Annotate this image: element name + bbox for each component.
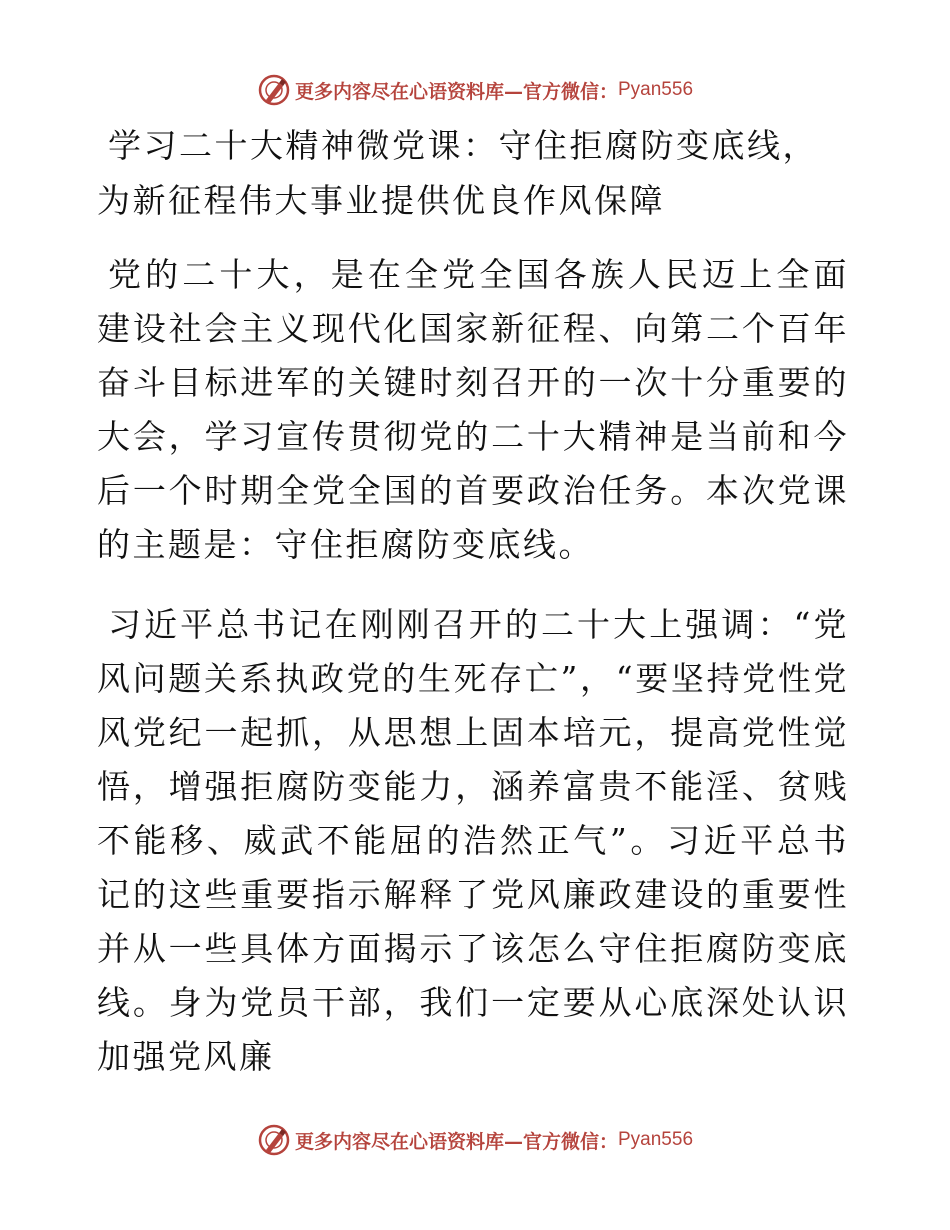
banner-text: 更多内容尽在心语资料库—官方微信： bbox=[294, 1130, 618, 1153]
paragraph-2: 习近平总书记在刚刚召开的二十大上强调：“党风问题关系执政党的生死存亡”，“要坚持党性党风党纪一起抓，从思想上固本培元，提高党性觉悟，增强拒腐防变能力，涵养富贵不能淫、贫贱不能移、威武不能屈的浩然正气”。习近平总书记的这些重要指示解释了党风廉政建设的重要性并从一些具体方面揭示了该怎么守住拒腐防变底线。身为党员干部，我们一定要从心底深处认识加强党风廉 bbox=[97, 605, 849, 1076]
footer-watermark-banner bbox=[0, 1120, 950, 1160]
document-title: 学习二十大精神微党课：守住拒腐防变底线，为新征程伟大事业提供优良作风保障 bbox=[97, 126, 818, 220]
document-body bbox=[97, 118, 849, 1084]
banner-text: 更多内容尽在心语资料库—官方微信： bbox=[294, 80, 618, 103]
pen-logo-icon bbox=[257, 1123, 291, 1157]
header-watermark-banner bbox=[0, 70, 950, 110]
banner-wechat-id: Pyan556 bbox=[618, 1129, 694, 1150]
pen-logo-icon bbox=[257, 73, 291, 107]
paragraph-1: 党的二十大，是在全党全国各族人民迈上全面建设社会主义现代化国家新征程、向第二个百年奋斗目标进军的关键时刻召开的一次十分重要的大会，学习宣传贯彻党的二十大精神是当前和今后一个时期全党全国的首要政治任务。本次党课的主题是：守住拒腐防变底线。 bbox=[97, 255, 849, 564]
banner-wechat-id: Pyan556 bbox=[618, 79, 694, 100]
